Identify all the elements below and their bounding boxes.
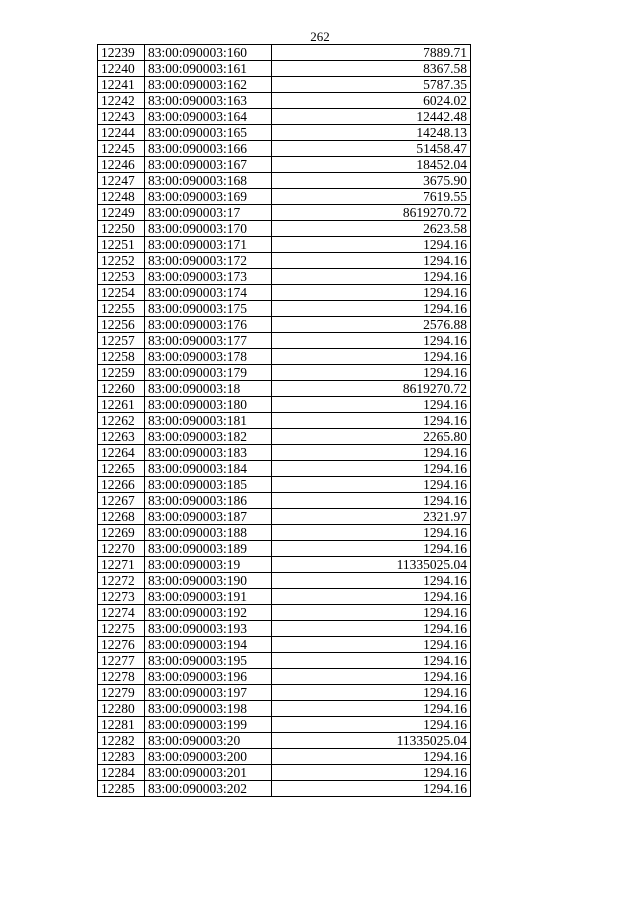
cadastral-value-cell: 1294.16: [272, 301, 471, 317]
row-number-cell: 12265: [98, 461, 145, 477]
table-row: [98, 765, 471, 781]
table-row: [98, 669, 471, 685]
cadastral-value-cell: 1294.16: [272, 573, 471, 589]
cadastral-value-cell: 1294.16: [272, 621, 471, 637]
row-number-cell: 12269: [98, 525, 145, 541]
row-number-cell: 12273: [98, 589, 145, 605]
table-row: [98, 109, 471, 125]
cadastral-value-cell: 2623.58: [272, 221, 471, 237]
cadastral-number-cell: 83:00:090003:190: [145, 573, 272, 589]
row-number-cell: 12279: [98, 685, 145, 701]
row-number-cell: 12281: [98, 717, 145, 733]
table-row: [98, 605, 471, 621]
row-number-cell: 12247: [98, 173, 145, 189]
table-row: [98, 589, 471, 605]
row-number-cell: 12277: [98, 653, 145, 669]
cadastral-value-cell: 1294.16: [272, 285, 471, 301]
table-row: [98, 269, 471, 285]
table-row: [98, 61, 471, 77]
cadastral-number-cell: 83:00:090003:197: [145, 685, 272, 701]
table-row: [98, 45, 471, 61]
cadastral-value-cell: 1294.16: [272, 717, 471, 733]
cadastral-value-cell: 1294.16: [272, 765, 471, 781]
cadastral-value-cell: 3675.90: [272, 173, 471, 189]
cadastral-number-cell: 83:00:090003:182: [145, 429, 272, 445]
table-row: [98, 141, 471, 157]
table-row: [98, 381, 471, 397]
cadastral-number-cell: 83:00:090003:174: [145, 285, 272, 301]
cadastral-number-cell: 83:00:090003:193: [145, 621, 272, 637]
cadastral-value-cell: 1294.16: [272, 749, 471, 765]
cadastral-number-cell: 83:00:090003:179: [145, 365, 272, 381]
cadastral-number-cell: 83:00:090003:18: [145, 381, 272, 397]
table-row: [98, 621, 471, 637]
table-row: [98, 637, 471, 653]
cadastral-number-cell: 83:00:090003:189: [145, 541, 272, 557]
table-row: [98, 285, 471, 301]
row-number-cell: 12241: [98, 77, 145, 93]
cadastral-value-cell: 1294.16: [272, 541, 471, 557]
cadastral-number-cell: 83:00:090003:200: [145, 749, 272, 765]
row-number-cell: 12278: [98, 669, 145, 685]
row-number-cell: 12282: [98, 733, 145, 749]
table-row: [98, 717, 471, 733]
cadastral-number-cell: 83:00:090003:162: [145, 77, 272, 93]
table-row: [98, 413, 471, 429]
cadastral-value-cell: 1294.16: [272, 669, 471, 685]
row-number-cell: 12245: [98, 141, 145, 157]
row-number-cell: 12252: [98, 253, 145, 269]
cadastral-value-cell: 1294.16: [272, 605, 471, 621]
cadastral-number-cell: 83:00:090003:184: [145, 461, 272, 477]
row-number-cell: 12261: [98, 397, 145, 413]
cadastral-value-cell: 12442.48: [272, 109, 471, 125]
row-number-cell: 12271: [98, 557, 145, 573]
table-row: [98, 333, 471, 349]
table-body: [98, 45, 471, 797]
cadastral-value-cell: 2321.97: [272, 509, 471, 525]
cadastral-value-cell: 1294.16: [272, 333, 471, 349]
cadastral-value-cell: 1294.16: [272, 413, 471, 429]
row-number-cell: 12246: [98, 157, 145, 173]
row-number-cell: 12248: [98, 189, 145, 205]
row-number-cell: 12275: [98, 621, 145, 637]
cadastral-number-cell: 83:00:090003:198: [145, 701, 272, 717]
cadastral-number-cell: 83:00:090003:166: [145, 141, 272, 157]
row-number-cell: 12263: [98, 429, 145, 445]
table-row: [98, 781, 471, 797]
row-number-cell: 12285: [98, 781, 145, 797]
row-number-cell: 12242: [98, 93, 145, 109]
table-row: [98, 749, 471, 765]
row-number-cell: 12256: [98, 317, 145, 333]
table-row: [98, 573, 471, 589]
row-number-cell: 12280: [98, 701, 145, 717]
table-row: [98, 653, 471, 669]
cadastral-number-cell: 83:00:090003:178: [145, 349, 272, 365]
table-row: [98, 685, 471, 701]
cadastral-value-cell: 1294.16: [272, 477, 471, 493]
cadastral-number-cell: 83:00:090003:183: [145, 445, 272, 461]
table-row: [98, 301, 471, 317]
cadastral-number-cell: 83:00:090003:191: [145, 589, 272, 605]
cadastral-value-cell: 1294.16: [272, 397, 471, 413]
row-number-cell: 12270: [98, 541, 145, 557]
cadastral-value-cell: 7619.55: [272, 189, 471, 205]
row-number-cell: 12276: [98, 637, 145, 653]
cadastral-number-cell: 83:00:090003:180: [145, 397, 272, 413]
table-row: [98, 77, 471, 93]
table-row: [98, 525, 471, 541]
cadastral-value-cell: 1294.16: [272, 525, 471, 541]
cadastral-value-cell: 6024.02: [272, 93, 471, 109]
row-number-cell: 12244: [98, 125, 145, 141]
cadastral-number-cell: 83:00:090003:199: [145, 717, 272, 733]
cadastral-number-cell: 83:00:090003:195: [145, 653, 272, 669]
table-row: [98, 477, 471, 493]
row-number-cell: 12243: [98, 109, 145, 125]
row-number-cell: 12272: [98, 573, 145, 589]
cadastral-number-cell: 83:00:090003:169: [145, 189, 272, 205]
table-row: [98, 93, 471, 109]
cadastral-number-cell: 83:00:090003:165: [145, 125, 272, 141]
row-number-cell: 12249: [98, 205, 145, 221]
table-row: [98, 157, 471, 173]
cadastral-value-cell: 8619270.72: [272, 205, 471, 221]
cadastral-number-cell: 83:00:090003:202: [145, 781, 272, 797]
cadastral-value-cell: 1294.16: [272, 685, 471, 701]
cadastral-value-table: [97, 44, 471, 797]
cadastral-number-cell: 83:00:090003:175: [145, 301, 272, 317]
cadastral-value-cell: 1294.16: [272, 781, 471, 797]
cadastral-number-cell: 83:00:090003:172: [145, 253, 272, 269]
row-number-cell: 12262: [98, 413, 145, 429]
row-number-cell: 12283: [98, 749, 145, 765]
cadastral-value-cell: 8619270.72: [272, 381, 471, 397]
cadastral-number-cell: 83:00:090003:167: [145, 157, 272, 173]
cadastral-value-cell: 1294.16: [272, 365, 471, 381]
table-row: [98, 493, 471, 509]
table-row: [98, 253, 471, 269]
table-row: [98, 701, 471, 717]
table-row: [98, 189, 471, 205]
cadastral-number-cell: 83:00:090003:171: [145, 237, 272, 253]
cadastral-value-cell: 1294.16: [272, 445, 471, 461]
row-number-cell: 12259: [98, 365, 145, 381]
cadastral-number-cell: 83:00:090003:177: [145, 333, 272, 349]
row-number-cell: 12239: [98, 45, 145, 61]
cadastral-value-cell: 2576.88: [272, 317, 471, 333]
cadastral-number-cell: 83:00:090003:185: [145, 477, 272, 493]
table-row: [98, 317, 471, 333]
cadastral-value-cell: 5787.35: [272, 77, 471, 93]
row-number-cell: 12257: [98, 333, 145, 349]
row-number-cell: 12254: [98, 285, 145, 301]
cadastral-number-cell: 83:00:090003:201: [145, 765, 272, 781]
cadastral-number-cell: 83:00:090003:187: [145, 509, 272, 525]
cadastral-value-cell: 2265.80: [272, 429, 471, 445]
row-number-cell: 12260: [98, 381, 145, 397]
row-number-cell: 12284: [98, 765, 145, 781]
cadastral-value-cell: 1294.16: [272, 253, 471, 269]
row-number-cell: 12264: [98, 445, 145, 461]
cadastral-number-cell: 83:00:090003:164: [145, 109, 272, 125]
cadastral-value-cell: 1294.16: [272, 493, 471, 509]
cadastral-value-cell: 1294.16: [272, 269, 471, 285]
cadastral-number-cell: 83:00:090003:160: [145, 45, 272, 61]
cadastral-value-cell: 1294.16: [272, 637, 471, 653]
cadastral-value-cell: 7889.71: [272, 45, 471, 61]
cadastral-value-cell: 18452.04: [272, 157, 471, 173]
cadastral-value-cell: 11335025.04: [272, 733, 471, 749]
table-row: [98, 221, 471, 237]
table-row: [98, 237, 471, 253]
cadastral-number-cell: 83:00:090003:168: [145, 173, 272, 189]
table-row: [98, 557, 471, 573]
cadastral-number-cell: 83:00:090003:163: [145, 93, 272, 109]
row-number-cell: 12250: [98, 221, 145, 237]
row-number-cell: 12258: [98, 349, 145, 365]
table-row: [98, 365, 471, 381]
table-row: [98, 125, 471, 141]
table-row: [98, 349, 471, 365]
cadastral-number-cell: 83:00:090003:181: [145, 413, 272, 429]
row-number-cell: 12240: [98, 61, 145, 77]
table-row: [98, 445, 471, 461]
table-row: [98, 429, 471, 445]
page-number: 262: [310, 29, 330, 44]
cadastral-number-cell: 83:00:090003:20: [145, 733, 272, 749]
row-number-cell: 12267: [98, 493, 145, 509]
row-number-cell: 12253: [98, 269, 145, 285]
cadastral-value-cell: 1294.16: [272, 701, 471, 717]
cadastral-number-cell: 83:00:090003:170: [145, 221, 272, 237]
row-number-cell: 12266: [98, 477, 145, 493]
cadastral-value-cell: 1294.16: [272, 237, 471, 253]
cadastral-value-cell: 51458.47: [272, 141, 471, 157]
row-number-cell: 12274: [98, 605, 145, 621]
cadastral-number-cell: 83:00:090003:194: [145, 637, 272, 653]
table-row: [98, 205, 471, 221]
cadastral-number-cell: 83:00:090003:161: [145, 61, 272, 77]
table-row: [98, 541, 471, 557]
cadastral-value-cell: 11335025.04: [272, 557, 471, 573]
cadastral-number-cell: 83:00:090003:192: [145, 605, 272, 621]
row-number-cell: 12255: [98, 301, 145, 317]
cadastral-value-cell: 8367.58: [272, 61, 471, 77]
cadastral-number-cell: 83:00:090003:186: [145, 493, 272, 509]
row-number-cell: 12251: [98, 237, 145, 253]
cadastral-value-cell: 1294.16: [272, 461, 471, 477]
table-row: [98, 509, 471, 525]
table-row: [98, 733, 471, 749]
cadastral-number-cell: 83:00:090003:196: [145, 669, 272, 685]
cadastral-value-cell: 14248.13: [272, 125, 471, 141]
cadastral-value-cell: 1294.16: [272, 653, 471, 669]
row-number-cell: 12268: [98, 509, 145, 525]
cadastral-number-cell: 83:00:090003:176: [145, 317, 272, 333]
table-row: [98, 397, 471, 413]
table-row: [98, 173, 471, 189]
table-row: [98, 461, 471, 477]
cadastral-number-cell: 83:00:090003:17: [145, 205, 272, 221]
cadastral-number-cell: 83:00:090003:188: [145, 525, 272, 541]
cadastral-value-cell: 1294.16: [272, 589, 471, 605]
cadastral-value-cell: 1294.16: [272, 349, 471, 365]
cadastral-number-cell: 83:00:090003:173: [145, 269, 272, 285]
cadastral-number-cell: 83:00:090003:19: [145, 557, 272, 573]
